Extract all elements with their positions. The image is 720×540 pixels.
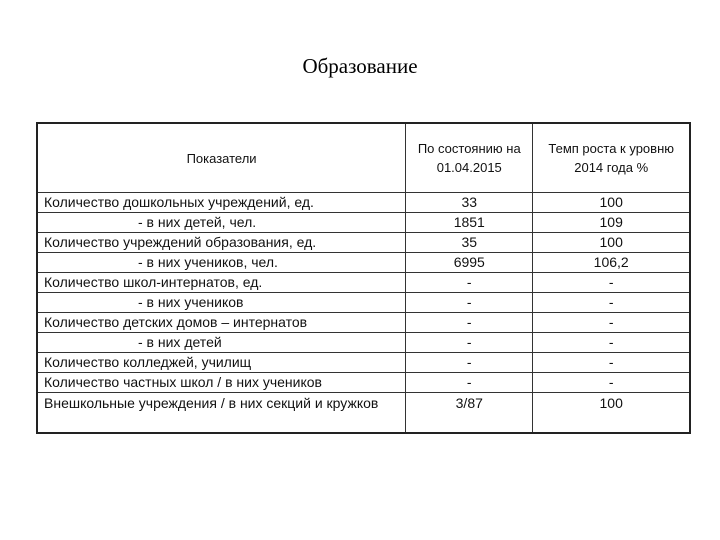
growth-cell: - <box>533 353 690 373</box>
table-header-row <box>37 123 690 193</box>
growth-cell: - <box>533 313 690 333</box>
page-title: Образование <box>302 54 418 78</box>
header-growth: Темп роста к уровню 2014 года % <box>533 123 690 193</box>
status-cell: 33 <box>406 193 533 213</box>
table-row <box>37 373 690 393</box>
indicator-cell: Количество учреждений образования, ед. <box>37 233 406 253</box>
status-cell: - <box>406 353 533 373</box>
growth-cell: 100 <box>533 233 690 253</box>
status-cell: - <box>406 273 533 293</box>
indicator-cell: - в них учеников <box>37 293 406 313</box>
indicator-cell: Количество частных школ / в них учеников <box>37 373 406 393</box>
indicator-cell: Количество детских домов – интернатов <box>37 313 406 333</box>
status-cell: 1851 <box>406 213 533 233</box>
growth-cell: 100 <box>533 193 690 213</box>
status-cell: - <box>406 373 533 393</box>
indicator-cell: - в них детей <box>37 333 406 353</box>
table-row <box>37 393 690 434</box>
table-row <box>37 253 690 273</box>
table-row <box>37 273 690 293</box>
table-row <box>37 233 690 253</box>
education-table <box>36 122 691 434</box>
status-cell: 35 <box>406 233 533 253</box>
indicator-cell: Внешкольные учреждения / в них секций и кружков <box>37 393 406 434</box>
growth-cell: - <box>533 273 690 293</box>
growth-cell: 106,2 <box>533 253 690 273</box>
growth-cell: 109 <box>533 213 690 233</box>
status-cell: - <box>406 293 533 313</box>
header-indicator: Показатели <box>37 123 406 193</box>
growth-cell: - <box>533 293 690 313</box>
table-row <box>37 213 690 233</box>
table-row <box>37 333 690 353</box>
indicator-cell: Количество дошкольных учреждений, ед. <box>37 193 406 213</box>
growth-cell: - <box>533 333 690 353</box>
status-cell: - <box>406 313 533 333</box>
table-row <box>37 193 690 213</box>
indicator-cell: Количество школ-интернатов, ед. <box>37 273 406 293</box>
table-row <box>37 353 690 373</box>
indicator-cell: - в них учеников, чел. <box>37 253 406 273</box>
status-cell: - <box>406 333 533 353</box>
indicator-cell: - в них детей, чел. <box>37 213 406 233</box>
table-row <box>37 293 690 313</box>
status-cell: 6995 <box>406 253 533 273</box>
status-cell: 3/87 <box>406 393 533 434</box>
indicator-cell: Количество колледжей, училищ <box>37 353 406 373</box>
table-row <box>37 313 690 333</box>
table-body <box>37 193 690 434</box>
header-status: По состоянию на 01.04.2015 <box>406 123 533 193</box>
growth-cell: 100 <box>533 393 690 434</box>
growth-cell: - <box>533 373 690 393</box>
